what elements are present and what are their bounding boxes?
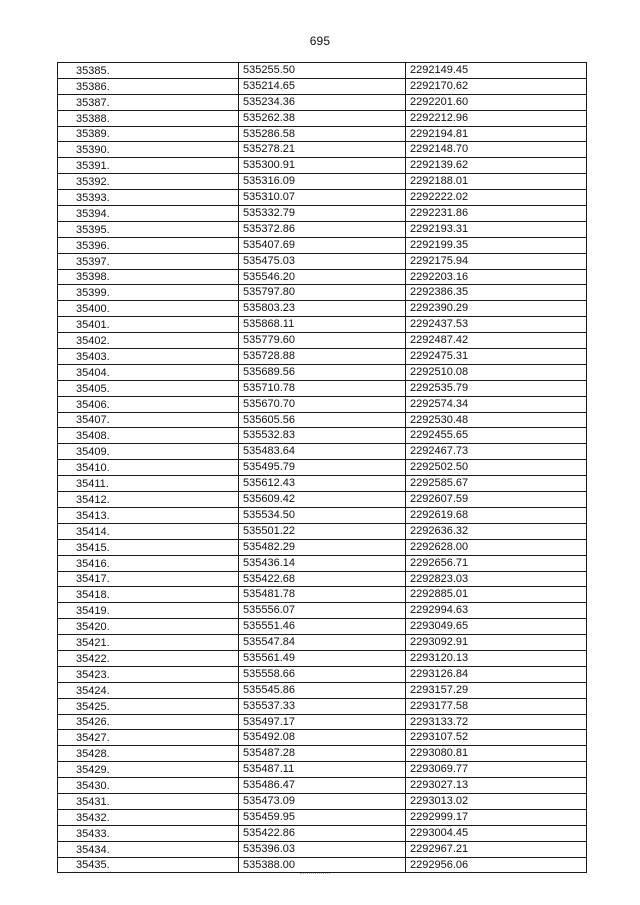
table-row <box>58 682 587 698</box>
point-number-cell: 35428. <box>58 746 239 762</box>
x-coordinate-cell: 535797.80 <box>239 285 406 301</box>
point-number-cell: 35415. <box>58 539 239 555</box>
x-coordinate-cell: 535532.83 <box>239 428 406 444</box>
point-number-cell: 35402. <box>58 333 239 349</box>
y-coordinate-cell: 2292148.70 <box>406 142 587 158</box>
x-coordinate-cell: 535487.11 <box>239 762 406 778</box>
coordinate-table-body <box>58 63 587 873</box>
x-coordinate-cell: 535372.86 <box>239 221 406 237</box>
table-row <box>58 396 587 412</box>
y-coordinate-cell: 2292222.02 <box>406 190 587 206</box>
point-number-cell: 35386. <box>58 78 239 94</box>
table-row <box>58 444 587 460</box>
point-number-cell: 35413. <box>58 507 239 523</box>
point-number-cell: 35387. <box>58 94 239 110</box>
table-row <box>58 221 587 237</box>
point-number-cell: 35391. <box>58 158 239 174</box>
table-row <box>58 714 587 730</box>
table-row <box>58 253 587 269</box>
y-coordinate-cell: 2292999.17 <box>406 809 587 825</box>
table-row <box>58 619 587 635</box>
y-coordinate-cell: 2293069.77 <box>406 762 587 778</box>
table-row <box>58 269 587 285</box>
table-row <box>58 571 587 587</box>
table-row <box>58 539 587 555</box>
x-coordinate-cell: 535316.09 <box>239 174 406 190</box>
y-coordinate-cell: 2293027.13 <box>406 778 587 794</box>
y-coordinate-cell: 2293120.13 <box>406 650 587 666</box>
x-coordinate-cell: 535689.56 <box>239 364 406 380</box>
point-number-cell: 35430. <box>58 778 239 794</box>
x-coordinate-cell: 535547.84 <box>239 635 406 651</box>
y-coordinate-cell: 2293049.65 <box>406 619 587 635</box>
y-coordinate-cell: 2293004.45 <box>406 825 587 841</box>
point-number-cell: 35407. <box>58 412 239 428</box>
y-coordinate-cell: 2292212.96 <box>406 110 587 126</box>
point-number-cell: 35403. <box>58 349 239 365</box>
table-row <box>58 507 587 523</box>
point-number-cell: 35405. <box>58 380 239 396</box>
table-row <box>58 698 587 714</box>
point-number-cell: 35401. <box>58 317 239 333</box>
y-coordinate-cell: 2292535.79 <box>406 380 587 396</box>
x-coordinate-cell: 535492.08 <box>239 730 406 746</box>
table-row <box>58 94 587 110</box>
point-number-cell: 35396. <box>58 237 239 253</box>
x-coordinate-cell: 535534.50 <box>239 507 406 523</box>
table-row <box>58 635 587 651</box>
x-coordinate-cell: 535670.70 <box>239 396 406 412</box>
point-number-cell: 35411. <box>58 476 239 492</box>
footer-mark <box>300 873 330 875</box>
y-coordinate-cell: 2292149.45 <box>406 63 587 79</box>
y-coordinate-cell: 2292636.32 <box>406 523 587 539</box>
table-row <box>58 857 587 873</box>
point-number-cell: 35399. <box>58 285 239 301</box>
point-number-cell: 35425. <box>58 698 239 714</box>
x-coordinate-cell: 535486.47 <box>239 778 406 794</box>
x-coordinate-cell: 535609.42 <box>239 492 406 508</box>
y-coordinate-cell: 2292607.59 <box>406 492 587 508</box>
x-coordinate-cell: 535551.46 <box>239 619 406 635</box>
table-row <box>58 650 587 666</box>
x-coordinate-cell: 535710.78 <box>239 380 406 396</box>
y-coordinate-cell: 2292199.35 <box>406 237 587 253</box>
table-row <box>58 412 587 428</box>
point-number-cell: 35389. <box>58 126 239 142</box>
point-number-cell: 35398. <box>58 269 239 285</box>
y-coordinate-cell: 2292170.62 <box>406 78 587 94</box>
x-coordinate-cell: 535482.29 <box>239 539 406 555</box>
x-coordinate-cell: 535407.69 <box>239 237 406 253</box>
x-coordinate-cell: 535537.33 <box>239 698 406 714</box>
coordinate-table <box>57 62 587 873</box>
table-row <box>58 555 587 571</box>
y-coordinate-cell: 2292530.48 <box>406 412 587 428</box>
x-coordinate-cell: 535497.17 <box>239 714 406 730</box>
x-coordinate-cell: 535475.03 <box>239 253 406 269</box>
x-coordinate-cell: 535556.07 <box>239 603 406 619</box>
point-number-cell: 35390. <box>58 142 239 158</box>
x-coordinate-cell: 535803.23 <box>239 301 406 317</box>
x-coordinate-cell: 535868.11 <box>239 317 406 333</box>
point-number-cell: 35406. <box>58 396 239 412</box>
table-row <box>58 793 587 809</box>
x-coordinate-cell: 535483.64 <box>239 444 406 460</box>
y-coordinate-cell: 2292823.03 <box>406 571 587 587</box>
point-number-cell: 35394. <box>58 206 239 222</box>
y-coordinate-cell: 2292193.31 <box>406 221 587 237</box>
table-row <box>58 174 587 190</box>
table-row <box>58 809 587 825</box>
point-number-cell: 35426. <box>58 714 239 730</box>
x-coordinate-cell: 535422.86 <box>239 825 406 841</box>
x-coordinate-cell: 535422.68 <box>239 571 406 587</box>
y-coordinate-cell: 2292585.67 <box>406 476 587 492</box>
x-coordinate-cell: 535214.65 <box>239 78 406 94</box>
point-number-cell: 35393. <box>58 190 239 206</box>
y-coordinate-cell: 2292475.31 <box>406 349 587 365</box>
y-coordinate-cell: 2292619.68 <box>406 507 587 523</box>
y-coordinate-cell: 2292188.01 <box>406 174 587 190</box>
y-coordinate-cell: 2292175.94 <box>406 253 587 269</box>
table-row <box>58 349 587 365</box>
point-number-cell: 35400. <box>58 301 239 317</box>
point-number-cell: 35435. <box>58 857 239 873</box>
x-coordinate-cell: 535779.60 <box>239 333 406 349</box>
point-number-cell: 35434. <box>58 841 239 857</box>
y-coordinate-cell: 2292390.29 <box>406 301 587 317</box>
table-row <box>58 333 587 349</box>
y-coordinate-cell: 2292994.63 <box>406 603 587 619</box>
table-row <box>58 841 587 857</box>
y-coordinate-cell: 2293092.91 <box>406 635 587 651</box>
x-coordinate-cell: 535286.58 <box>239 126 406 142</box>
x-coordinate-cell: 535612.43 <box>239 476 406 492</box>
table-row <box>58 237 587 253</box>
table-row <box>58 428 587 444</box>
y-coordinate-cell: 2292437.53 <box>406 317 587 333</box>
y-coordinate-cell: 2293177.58 <box>406 698 587 714</box>
table-row <box>58 460 587 476</box>
y-coordinate-cell: 2293133.72 <box>406 714 587 730</box>
table-row <box>58 206 587 222</box>
table-row <box>58 492 587 508</box>
table-row <box>58 190 587 206</box>
x-coordinate-cell: 535501.22 <box>239 523 406 539</box>
point-number-cell: 35404. <box>58 364 239 380</box>
point-number-cell: 35410. <box>58 460 239 476</box>
x-coordinate-cell: 535473.09 <box>239 793 406 809</box>
table-row <box>58 126 587 142</box>
x-coordinate-cell: 535332.79 <box>239 206 406 222</box>
point-number-cell: 35421. <box>58 635 239 651</box>
y-coordinate-cell: 2293126.84 <box>406 666 587 682</box>
x-coordinate-cell: 535436.14 <box>239 555 406 571</box>
x-coordinate-cell: 535487.28 <box>239 746 406 762</box>
y-coordinate-cell: 2292139.62 <box>406 158 587 174</box>
table-row <box>58 380 587 396</box>
point-number-cell: 35418. <box>58 587 239 603</box>
x-coordinate-cell: 535495.79 <box>239 460 406 476</box>
point-number-cell: 35429. <box>58 762 239 778</box>
y-coordinate-cell: 2292656.71 <box>406 555 587 571</box>
table-row <box>58 364 587 380</box>
point-number-cell: 35397. <box>58 253 239 269</box>
y-coordinate-cell: 2292628.00 <box>406 539 587 555</box>
table-row <box>58 63 587 79</box>
x-coordinate-cell: 535262.38 <box>239 110 406 126</box>
point-number-cell: 35419. <box>58 603 239 619</box>
point-number-cell: 35433. <box>58 825 239 841</box>
point-number-cell: 35427. <box>58 730 239 746</box>
y-coordinate-cell: 2293013.02 <box>406 793 587 809</box>
y-coordinate-cell: 2292956.06 <box>406 857 587 873</box>
x-coordinate-cell: 535388.00 <box>239 857 406 873</box>
table-row <box>58 110 587 126</box>
table-row <box>58 301 587 317</box>
x-coordinate-cell: 535310.07 <box>239 190 406 206</box>
y-coordinate-cell: 2293107.52 <box>406 730 587 746</box>
point-number-cell: 35422. <box>58 650 239 666</box>
y-coordinate-cell: 2292203.16 <box>406 269 587 285</box>
y-coordinate-cell: 2292487.42 <box>406 333 587 349</box>
y-coordinate-cell: 2292510.08 <box>406 364 587 380</box>
x-coordinate-cell: 535545.86 <box>239 682 406 698</box>
point-number-cell: 35432. <box>58 809 239 825</box>
x-coordinate-cell: 535255.50 <box>239 63 406 79</box>
x-coordinate-cell: 535605.56 <box>239 412 406 428</box>
point-number-cell: 35416. <box>58 555 239 571</box>
x-coordinate-cell: 535278.21 <box>239 142 406 158</box>
table-row <box>58 825 587 841</box>
table-row <box>58 78 587 94</box>
point-number-cell: 35424. <box>58 682 239 698</box>
point-number-cell: 35412. <box>58 492 239 508</box>
y-coordinate-cell: 2292467.73 <box>406 444 587 460</box>
point-number-cell: 35414. <box>58 523 239 539</box>
table-row <box>58 762 587 778</box>
y-coordinate-cell: 2292502.50 <box>406 460 587 476</box>
y-coordinate-cell: 2292386.35 <box>406 285 587 301</box>
page-number: 695 <box>309 34 331 48</box>
table-row <box>58 778 587 794</box>
x-coordinate-cell: 535558.66 <box>239 666 406 682</box>
y-coordinate-cell: 2293157.29 <box>406 682 587 698</box>
table-row <box>58 730 587 746</box>
point-number-cell: 35420. <box>58 619 239 635</box>
table-row <box>58 317 587 333</box>
y-coordinate-cell: 2293080.81 <box>406 746 587 762</box>
table-row <box>58 603 587 619</box>
x-coordinate-cell: 535459.95 <box>239 809 406 825</box>
table-row <box>58 142 587 158</box>
x-coordinate-cell: 535546.20 <box>239 269 406 285</box>
table-row <box>58 587 587 603</box>
table-row <box>58 666 587 682</box>
point-number-cell: 35423. <box>58 666 239 682</box>
y-coordinate-cell: 2292231.86 <box>406 206 587 222</box>
point-number-cell: 35388. <box>58 110 239 126</box>
point-number-cell: 35431. <box>58 793 239 809</box>
x-coordinate-cell: 535728.88 <box>239 349 406 365</box>
point-number-cell: 35409. <box>58 444 239 460</box>
y-coordinate-cell: 2292967.21 <box>406 841 587 857</box>
x-coordinate-cell: 535396.03 <box>239 841 406 857</box>
y-coordinate-cell: 2292455.65 <box>406 428 587 444</box>
x-coordinate-cell: 535561.49 <box>239 650 406 666</box>
table-row <box>58 746 587 762</box>
x-coordinate-cell: 535481.78 <box>239 587 406 603</box>
table-row <box>58 285 587 301</box>
table-row <box>58 523 587 539</box>
x-coordinate-cell: 535300.91 <box>239 158 406 174</box>
point-number-cell: 35395. <box>58 221 239 237</box>
point-number-cell: 35392. <box>58 174 239 190</box>
table-row <box>58 476 587 492</box>
point-number-cell: 35408. <box>58 428 239 444</box>
y-coordinate-cell: 2292194.81 <box>406 126 587 142</box>
y-coordinate-cell: 2292885.01 <box>406 587 587 603</box>
table-row <box>58 158 587 174</box>
y-coordinate-cell: 2292574.34 <box>406 396 587 412</box>
point-number-cell: 35417. <box>58 571 239 587</box>
point-number-cell: 35385. <box>58 63 239 79</box>
y-coordinate-cell: 2292201.60 <box>406 94 587 110</box>
x-coordinate-cell: 535234.36 <box>239 94 406 110</box>
